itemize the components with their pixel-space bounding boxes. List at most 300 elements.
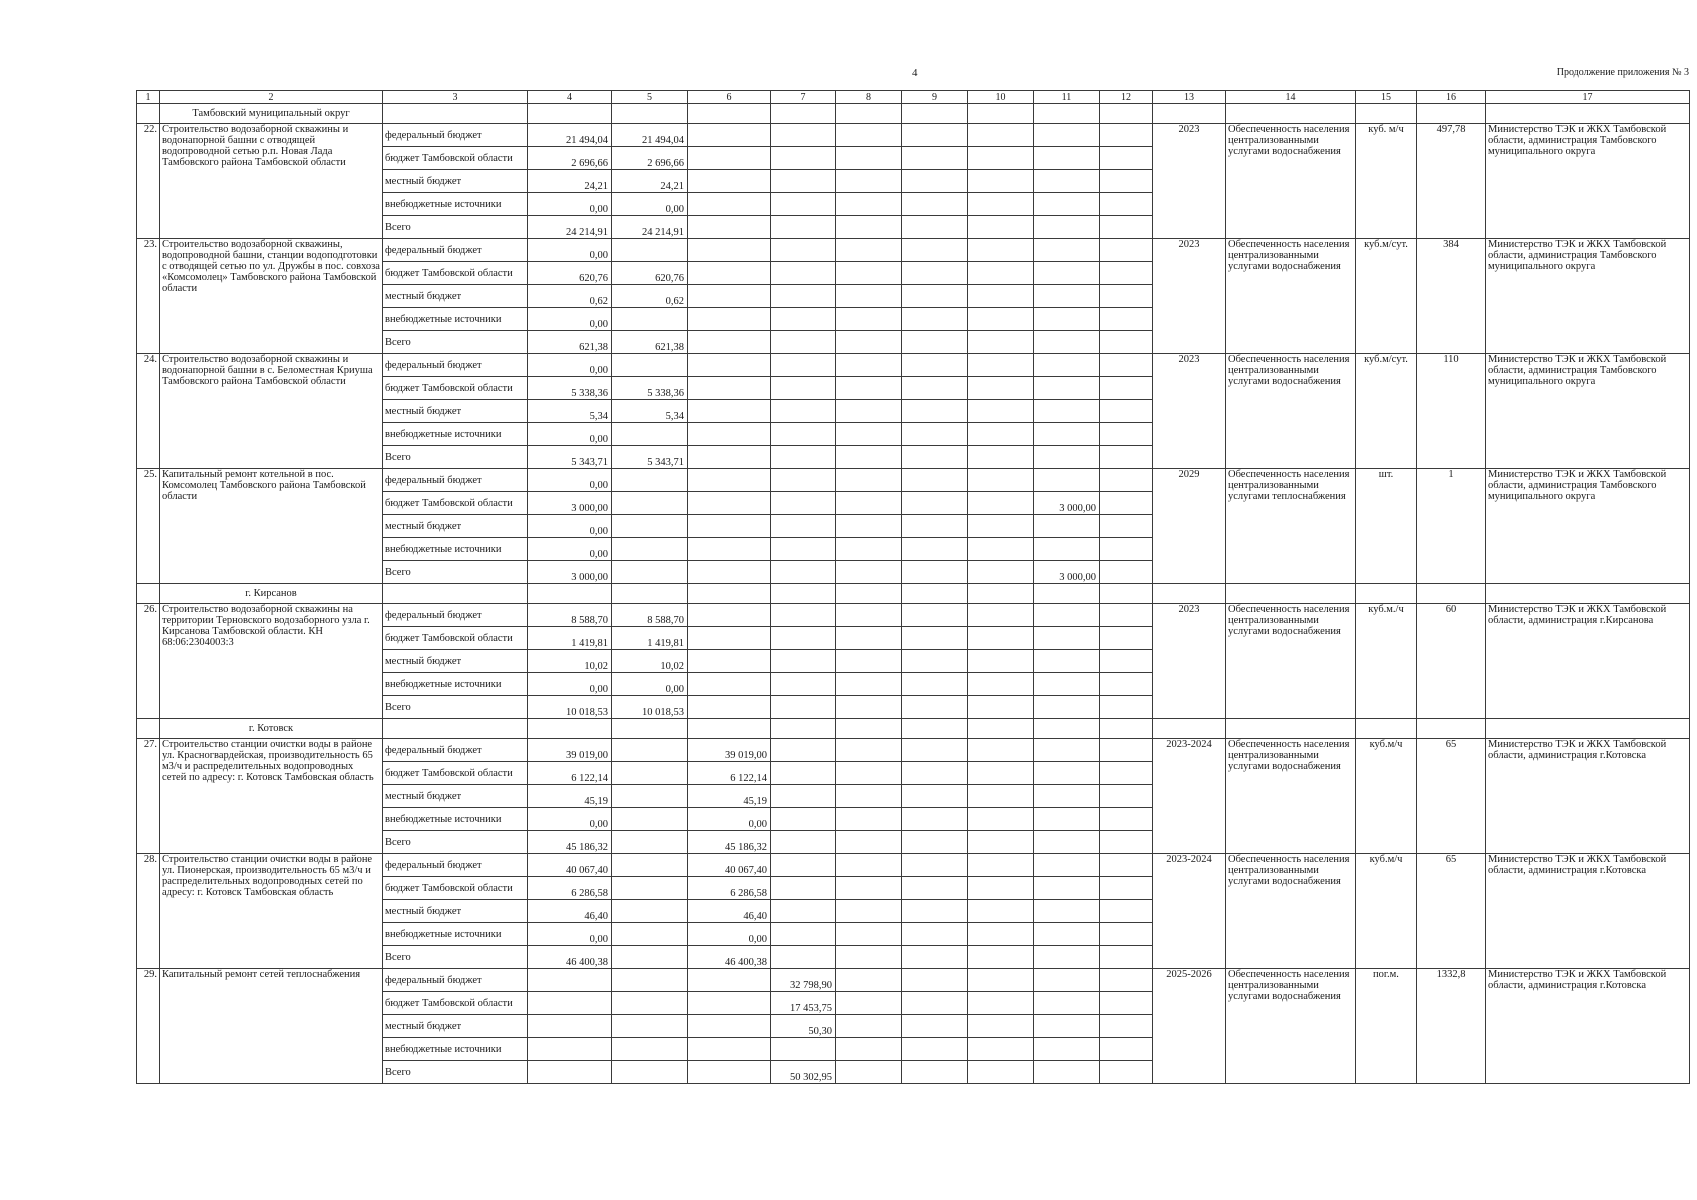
indicator-value: 65 xyxy=(1417,854,1486,969)
amount-col-4: 10,02 xyxy=(528,650,612,673)
amount-col-10 xyxy=(968,627,1034,650)
implementation-year: 2023 xyxy=(1153,604,1226,719)
amount-col-6 xyxy=(688,216,771,239)
amount-col-5 xyxy=(612,1061,688,1084)
amount-col-6 xyxy=(688,377,771,400)
amount-col-6: 40 067,40 xyxy=(688,854,771,877)
amount-col-9 xyxy=(902,1015,968,1038)
amount-col-5 xyxy=(612,992,688,1015)
amount-col-12 xyxy=(1100,124,1153,147)
amount-col-5: 0,00 xyxy=(612,673,688,696)
amount-col-7 xyxy=(771,262,836,285)
funding-source: федеральный бюджет xyxy=(383,354,528,377)
amount-col-7 xyxy=(771,147,836,170)
amount-col-8 xyxy=(836,331,902,354)
amount-col-6 xyxy=(688,423,771,446)
amount-col-12 xyxy=(1100,762,1153,785)
page-number: 4 xyxy=(912,67,918,79)
amount-col-4: 0,00 xyxy=(528,308,612,331)
funding-source: федеральный бюджет xyxy=(383,854,528,877)
amount-col-12 xyxy=(1100,239,1153,262)
amount-col-7 xyxy=(771,604,836,627)
amount-col-12 xyxy=(1100,262,1153,285)
amount-col-7 xyxy=(771,285,836,308)
funding-source: Всего xyxy=(383,696,528,719)
amount-col-10 xyxy=(968,193,1034,216)
amount-col-12 xyxy=(1100,515,1153,538)
amount-col-7 xyxy=(771,673,836,696)
amount-col-5: 0,62 xyxy=(612,285,688,308)
responsible-party: Министерство ТЭК и ЖКХ Тамбовской области, администрация г.Котовска xyxy=(1486,854,1690,969)
amount-col-7 xyxy=(771,946,836,969)
amount-col-5 xyxy=(612,808,688,831)
amount-col-9 xyxy=(902,538,968,561)
amount-col-11 xyxy=(1034,285,1100,308)
column-header: 16 xyxy=(1417,91,1486,104)
funding-source: федеральный бюджет xyxy=(383,239,528,262)
amount-col-4: 621,38 xyxy=(528,331,612,354)
amount-col-9 xyxy=(902,650,968,673)
amount-col-9 xyxy=(902,400,968,423)
amount-col-11 xyxy=(1034,604,1100,627)
amount-col-7: 50,30 xyxy=(771,1015,836,1038)
amount-col-5: 10,02 xyxy=(612,650,688,673)
amount-col-4: 5,34 xyxy=(528,400,612,423)
amount-col-12 xyxy=(1100,308,1153,331)
funding-source: местный бюджет xyxy=(383,515,528,538)
amount-col-9 xyxy=(902,377,968,400)
funding-source: бюджет Тамбовской области xyxy=(383,992,528,1015)
amount-col-6: 6 122,14 xyxy=(688,762,771,785)
amount-col-8 xyxy=(836,696,902,719)
amount-col-9 xyxy=(902,854,968,877)
funding-source: бюджет Тамбовской области xyxy=(383,627,528,650)
amount-col-7 xyxy=(771,124,836,147)
implementation-year: 2023-2024 xyxy=(1153,739,1226,854)
amount-col-12 xyxy=(1100,627,1153,650)
amount-col-5: 21 494,04 xyxy=(612,124,688,147)
amount-col-5 xyxy=(612,900,688,923)
amount-col-11 xyxy=(1034,538,1100,561)
amount-col-10 xyxy=(968,147,1034,170)
amount-col-12 xyxy=(1100,354,1153,377)
amount-col-11 xyxy=(1034,377,1100,400)
amount-col-10 xyxy=(968,877,1034,900)
amount-col-8 xyxy=(836,785,902,808)
amount-col-6 xyxy=(688,331,771,354)
amount-col-5 xyxy=(612,739,688,762)
amount-col-12 xyxy=(1100,900,1153,923)
amount-col-8 xyxy=(836,992,902,1015)
amount-col-7 xyxy=(771,785,836,808)
amount-col-5: 5,34 xyxy=(612,400,688,423)
amount-col-10 xyxy=(968,561,1034,584)
amount-col-12 xyxy=(1100,561,1153,584)
column-header: 10 xyxy=(968,91,1034,104)
amount-col-5 xyxy=(612,1038,688,1061)
amount-col-6: 6 286,58 xyxy=(688,877,771,900)
amount-col-6 xyxy=(688,969,771,992)
amount-col-6 xyxy=(688,400,771,423)
amount-col-12 xyxy=(1100,469,1153,492)
amount-col-12 xyxy=(1100,831,1153,854)
amount-col-7 xyxy=(771,627,836,650)
amount-col-10 xyxy=(968,808,1034,831)
amount-col-9 xyxy=(902,262,968,285)
amount-col-8 xyxy=(836,515,902,538)
funding-source: федеральный бюджет xyxy=(383,124,528,147)
column-header: 12 xyxy=(1100,91,1153,104)
amount-col-12 xyxy=(1100,423,1153,446)
amount-col-6: 39 019,00 xyxy=(688,739,771,762)
amount-col-4 xyxy=(528,1038,612,1061)
amount-col-12 xyxy=(1100,673,1153,696)
indicator-name: Обеспеченность населения централизованными услугами водоснабжения xyxy=(1226,239,1356,354)
amount-col-11 xyxy=(1034,627,1100,650)
amount-col-9 xyxy=(902,831,968,854)
amount-col-8 xyxy=(836,969,902,992)
amount-col-11 xyxy=(1034,239,1100,262)
amount-col-10 xyxy=(968,239,1034,262)
amount-col-11 xyxy=(1034,762,1100,785)
amount-col-8 xyxy=(836,147,902,170)
amount-col-7 xyxy=(771,170,836,193)
amount-col-8 xyxy=(836,492,902,515)
amount-col-6 xyxy=(688,285,771,308)
amount-col-6 xyxy=(688,354,771,377)
amount-col-6 xyxy=(688,124,771,147)
amount-col-9 xyxy=(902,1038,968,1061)
amount-col-7 xyxy=(771,446,836,469)
implementation-year: 2023 xyxy=(1153,124,1226,239)
amount-col-7 xyxy=(771,831,836,854)
item-name: Строительство водозаборной скважины, водопроводной башни, станции водоподготовки с отводящей сетью по ул. Дружбы в пос. совхоза «Комсомолец» Тамбовского района Тамбовской области xyxy=(160,239,383,354)
funding-source: внебюджетные источники xyxy=(383,538,528,561)
amount-col-9 xyxy=(902,696,968,719)
amount-col-10 xyxy=(968,604,1034,627)
funding-source: внебюджетные источники xyxy=(383,423,528,446)
amount-col-6: 45,19 xyxy=(688,785,771,808)
amount-col-4: 6 122,14 xyxy=(528,762,612,785)
indicator-value: 384 xyxy=(1417,239,1486,354)
amount-col-8 xyxy=(836,354,902,377)
amount-col-12 xyxy=(1100,285,1153,308)
section-row xyxy=(137,104,1690,124)
amount-col-6 xyxy=(688,170,771,193)
amount-col-11 xyxy=(1034,170,1100,193)
responsible-party: Министерство ТЭК и ЖКХ Тамбовской области, администрация Тамбовского муниципального округа xyxy=(1486,469,1690,584)
indicator-name: Обеспеченность населения централизованными услугами водоснабжения xyxy=(1226,604,1356,719)
measure-unit: куб. м/ч xyxy=(1356,124,1417,239)
amount-col-11 xyxy=(1034,877,1100,900)
amount-col-12 xyxy=(1100,216,1153,239)
amount-col-6: 46 400,38 xyxy=(688,946,771,969)
amount-col-11 xyxy=(1034,785,1100,808)
table-row xyxy=(137,469,1690,492)
amount-col-4: 1 419,81 xyxy=(528,627,612,650)
amount-col-11 xyxy=(1034,900,1100,923)
item-name: Капитальный ремонт котельной в пос. Комсомолец Тамбовского района Тамбовской области xyxy=(160,469,383,584)
amount-col-4: 0,00 xyxy=(528,193,612,216)
amount-col-4: 5 343,71 xyxy=(528,446,612,469)
amount-col-9 xyxy=(902,354,968,377)
amount-col-4: 46 400,38 xyxy=(528,946,612,969)
amount-col-9 xyxy=(902,216,968,239)
column-header: 2 xyxy=(160,91,383,104)
item-number: 23. xyxy=(137,239,160,354)
amount-col-9 xyxy=(902,561,968,584)
amount-col-11 xyxy=(1034,423,1100,446)
amount-col-10 xyxy=(968,492,1034,515)
section-title: г. Котовск xyxy=(160,719,383,739)
amount-col-6 xyxy=(688,650,771,673)
amount-col-11 xyxy=(1034,739,1100,762)
amount-col-5 xyxy=(612,1015,688,1038)
amount-col-12 xyxy=(1100,492,1153,515)
table-row xyxy=(137,354,1690,377)
amount-col-10 xyxy=(968,170,1034,193)
amount-col-8 xyxy=(836,627,902,650)
amount-col-11 xyxy=(1034,696,1100,719)
amount-col-11 xyxy=(1034,1015,1100,1038)
amount-col-10 xyxy=(968,308,1034,331)
amount-col-12 xyxy=(1100,739,1153,762)
amount-col-4: 3 000,00 xyxy=(528,561,612,584)
funding-source: внебюджетные источники xyxy=(383,193,528,216)
amount-col-8 xyxy=(836,877,902,900)
amount-col-8 xyxy=(836,673,902,696)
amount-col-4: 0,00 xyxy=(528,469,612,492)
amount-col-9 xyxy=(902,239,968,262)
amount-col-4: 24 214,91 xyxy=(528,216,612,239)
item-name: Строительство станции очистки воды в районе ул. Пионерская, производительность 65 м3/ч и распределительных водопроводных сетей по адресу: г. Котовск Тамбовская область xyxy=(160,854,383,969)
amount-col-8 xyxy=(836,1061,902,1084)
amount-col-6: 45 186,32 xyxy=(688,831,771,854)
amount-col-11: 3 000,00 xyxy=(1034,561,1100,584)
item-number: 26. xyxy=(137,604,160,719)
indicator-name: Обеспеченность населения централизованными услугами водоснабжения xyxy=(1226,969,1356,1084)
amount-col-10 xyxy=(968,446,1034,469)
funding-source: Всего xyxy=(383,946,528,969)
amount-col-12 xyxy=(1100,331,1153,354)
amount-col-6: 0,00 xyxy=(688,808,771,831)
table-row xyxy=(137,739,1690,762)
amount-col-8 xyxy=(836,216,902,239)
amount-col-7 xyxy=(771,377,836,400)
column-header: 15 xyxy=(1356,91,1417,104)
amount-col-9 xyxy=(902,946,968,969)
measure-unit: куб.м./ч xyxy=(1356,604,1417,719)
amount-col-6 xyxy=(688,673,771,696)
amount-col-8 xyxy=(836,946,902,969)
indicator-name: Обеспеченность населения централизованными услугами водоснабжения xyxy=(1226,124,1356,239)
amount-col-10 xyxy=(968,854,1034,877)
amount-col-9 xyxy=(902,739,968,762)
funding-source: бюджет Тамбовской области xyxy=(383,762,528,785)
amount-col-6 xyxy=(688,469,771,492)
responsible-party: Министерство ТЭК и ЖКХ Тамбовской области, администрация Тамбовского муниципального округа xyxy=(1486,124,1690,239)
amount-col-5 xyxy=(612,239,688,262)
amount-col-5 xyxy=(612,308,688,331)
amount-col-6 xyxy=(688,492,771,515)
amount-col-8 xyxy=(836,1038,902,1061)
amount-col-4 xyxy=(528,1015,612,1038)
section-row xyxy=(137,719,1690,739)
amount-col-5: 10 018,53 xyxy=(612,696,688,719)
amount-col-9 xyxy=(902,900,968,923)
amount-col-11 xyxy=(1034,969,1100,992)
amount-col-6 xyxy=(688,561,771,584)
amount-col-5 xyxy=(612,538,688,561)
column-header: 4 xyxy=(528,91,612,104)
amount-col-7 xyxy=(771,423,836,446)
amount-col-10 xyxy=(968,831,1034,854)
amount-col-8 xyxy=(836,1015,902,1038)
amount-col-5 xyxy=(612,785,688,808)
amount-col-9 xyxy=(902,331,968,354)
amount-col-8 xyxy=(836,308,902,331)
amount-col-12 xyxy=(1100,604,1153,627)
amount-col-6 xyxy=(688,696,771,719)
amount-col-9 xyxy=(902,1061,968,1084)
amount-col-9 xyxy=(902,423,968,446)
amount-col-5 xyxy=(612,946,688,969)
amount-col-4: 0,00 xyxy=(528,354,612,377)
amount-col-7 xyxy=(771,354,836,377)
amount-col-8 xyxy=(836,124,902,147)
funding-source: внебюджетные источники xyxy=(383,1038,528,1061)
funding-source: местный бюджет xyxy=(383,285,528,308)
amount-col-9 xyxy=(902,469,968,492)
amount-col-4: 46,40 xyxy=(528,900,612,923)
amount-col-7: 32 798,90 xyxy=(771,969,836,992)
column-header: 3 xyxy=(383,91,528,104)
amount-col-11 xyxy=(1034,400,1100,423)
amount-col-7 xyxy=(771,696,836,719)
amount-col-12 xyxy=(1100,992,1153,1015)
funding-source: Всего xyxy=(383,561,528,584)
funding-source: местный бюджет xyxy=(383,900,528,923)
amount-col-7 xyxy=(771,216,836,239)
amount-col-6 xyxy=(688,1038,771,1061)
amount-col-7 xyxy=(771,331,836,354)
amount-col-10 xyxy=(968,216,1034,239)
measure-unit: шт. xyxy=(1356,469,1417,584)
responsible-party: Министерство ТЭК и ЖКХ Тамбовской области, администрация г.Котовска xyxy=(1486,969,1690,1084)
amount-col-4: 0,00 xyxy=(528,923,612,946)
responsible-party: Министерство ТЭК и ЖКХ Тамбовской области, администрация Тамбовского муниципального округа xyxy=(1486,354,1690,469)
amount-col-6: 46,40 xyxy=(688,900,771,923)
column-header: 13 xyxy=(1153,91,1226,104)
amount-col-11 xyxy=(1034,308,1100,331)
funding-source: местный бюджет xyxy=(383,400,528,423)
amount-col-7 xyxy=(771,193,836,216)
amount-col-9 xyxy=(902,604,968,627)
amount-col-8 xyxy=(836,900,902,923)
amount-col-9 xyxy=(902,785,968,808)
amount-col-12 xyxy=(1100,538,1153,561)
responsible-party: Министерство ТЭК и ЖКХ Тамбовской области, администрация Тамбовского муниципального округа xyxy=(1486,239,1690,354)
amount-col-11 xyxy=(1034,673,1100,696)
amount-col-6 xyxy=(688,604,771,627)
funding-source: бюджет Тамбовской области xyxy=(383,377,528,400)
measure-unit: куб.м/ч xyxy=(1356,854,1417,969)
amount-col-10 xyxy=(968,992,1034,1015)
amount-col-11: 3 000,00 xyxy=(1034,492,1100,515)
amount-col-10 xyxy=(968,354,1034,377)
amount-col-11 xyxy=(1034,193,1100,216)
amount-col-6 xyxy=(688,147,771,170)
amount-col-5: 0,00 xyxy=(612,193,688,216)
amount-col-6 xyxy=(688,308,771,331)
amount-col-4 xyxy=(528,992,612,1015)
amount-col-7: 50 302,95 xyxy=(771,1061,836,1084)
amount-col-8 xyxy=(836,170,902,193)
amount-col-4: 6 286,58 xyxy=(528,877,612,900)
amount-col-10 xyxy=(968,469,1034,492)
amount-col-12 xyxy=(1100,377,1153,400)
amount-col-5 xyxy=(612,469,688,492)
funding-source: федеральный бюджет xyxy=(383,469,528,492)
measure-unit: пог.м. xyxy=(1356,969,1417,1084)
amount-col-11 xyxy=(1034,446,1100,469)
funding-source: бюджет Тамбовской области xyxy=(383,877,528,900)
amount-col-10 xyxy=(968,400,1034,423)
amount-col-12 xyxy=(1100,696,1153,719)
amount-col-9 xyxy=(902,515,968,538)
section-row xyxy=(137,584,1690,604)
amount-col-8 xyxy=(836,446,902,469)
amount-col-5: 5 343,71 xyxy=(612,446,688,469)
amount-col-8 xyxy=(836,604,902,627)
amount-col-10 xyxy=(968,650,1034,673)
funding-source: бюджет Тамбовской области xyxy=(383,492,528,515)
amount-col-11 xyxy=(1034,1038,1100,1061)
amount-col-6 xyxy=(688,193,771,216)
funding-source: бюджет Тамбовской области xyxy=(383,262,528,285)
indicator-name: Обеспеченность населения централизованными услугами водоснабжения xyxy=(1226,854,1356,969)
amount-col-8 xyxy=(836,650,902,673)
implementation-year: 2023 xyxy=(1153,354,1226,469)
implementation-year: 2025-2026 xyxy=(1153,969,1226,1084)
amount-col-7 xyxy=(771,308,836,331)
amount-col-8 xyxy=(836,285,902,308)
implementation-year: 2023 xyxy=(1153,239,1226,354)
column-header: 5 xyxy=(612,91,688,104)
amount-col-5 xyxy=(612,492,688,515)
amount-col-11 xyxy=(1034,331,1100,354)
amount-col-5 xyxy=(612,515,688,538)
amount-col-6 xyxy=(688,627,771,650)
amount-col-11 xyxy=(1034,515,1100,538)
amount-col-10 xyxy=(968,739,1034,762)
amount-col-9 xyxy=(902,492,968,515)
table-row xyxy=(137,239,1690,262)
amount-col-7 xyxy=(771,650,836,673)
amount-col-8 xyxy=(836,262,902,285)
continuation-note: Продолжение приложения № 3 xyxy=(1556,67,1689,78)
amount-col-6 xyxy=(688,538,771,561)
amount-col-5: 621,38 xyxy=(612,331,688,354)
funding-source: Всего xyxy=(383,1061,528,1084)
amount-col-8 xyxy=(836,193,902,216)
amount-col-8 xyxy=(836,561,902,584)
table-row xyxy=(137,604,1690,627)
amount-col-11 xyxy=(1034,216,1100,239)
amount-col-5: 24 214,91 xyxy=(612,216,688,239)
amount-col-7 xyxy=(771,877,836,900)
amount-col-10 xyxy=(968,969,1034,992)
